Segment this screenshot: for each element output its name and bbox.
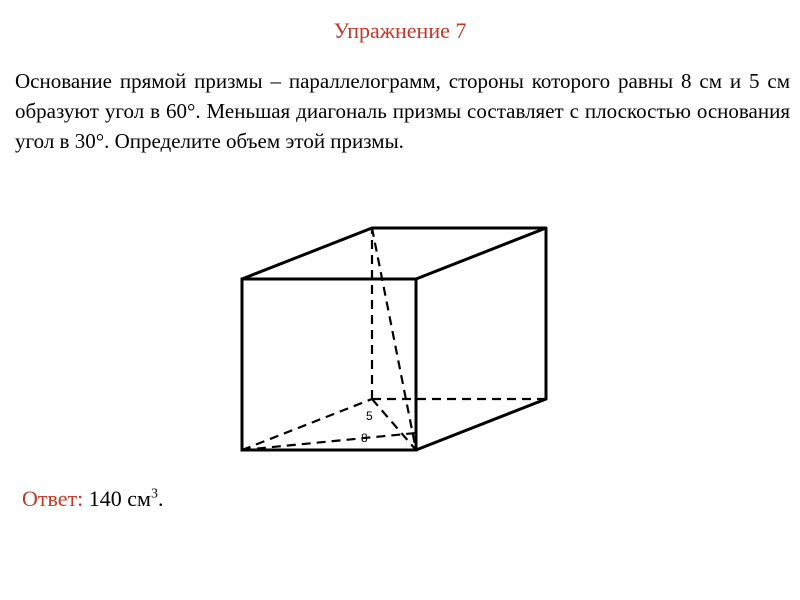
- right-bottom-edge: [416, 399, 546, 450]
- side-label-8: 8: [361, 431, 368, 445]
- answer-value: 140 см: [88, 486, 151, 511]
- front-face: [242, 279, 416, 450]
- base-diagonal: [242, 433, 416, 450]
- answer-label: Ответ:: [22, 486, 84, 511]
- answer: [22, 486, 163, 512]
- base-short-diagonal: [372, 399, 416, 450]
- problem-text: Основание прямой призмы – параллелограмм, стороны которого равны 8 см и 5 см образуют угол в 60°. Меньшая диагональ призмы составляет с плоскостью основания угол в 30°. Определите объем этой призмы.: [15, 69, 790, 153]
- side-label-5: 5: [366, 409, 373, 423]
- answer-period: .: [157, 486, 164, 511]
- prism-short-diagonal: [372, 228, 416, 450]
- top-face-edges: [242, 228, 546, 279]
- hidden-left-bottom-edge: [242, 399, 372, 450]
- answer-exponent: 3: [150, 486, 158, 502]
- exercise-title: Упражнение 7: [333, 18, 467, 43]
